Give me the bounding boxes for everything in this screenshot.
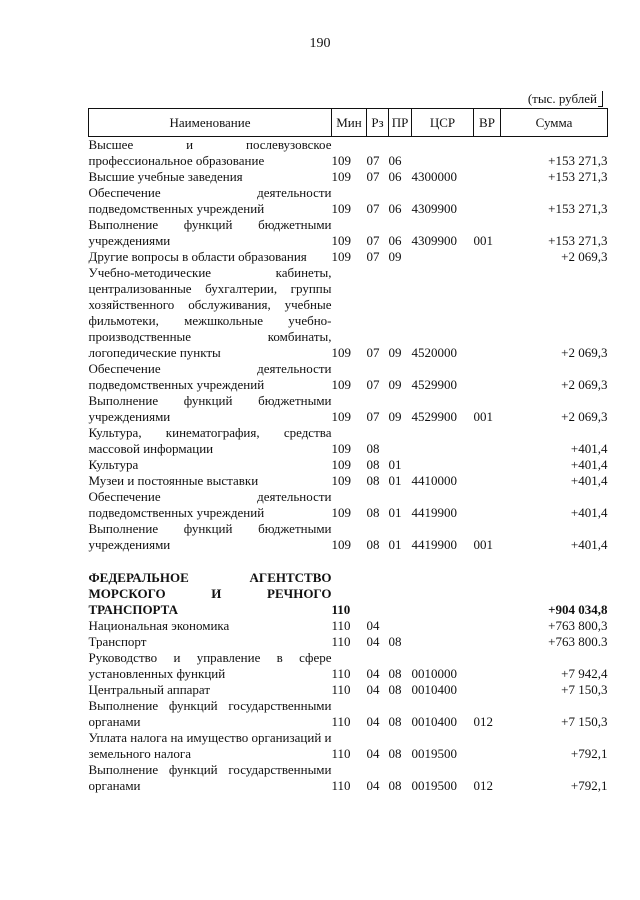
row-min: 109 bbox=[331, 441, 351, 456]
row-name: Транспорт bbox=[88, 634, 147, 649]
row-csr: 4529900 bbox=[411, 409, 457, 424]
row-name: Высшие учебные заведения bbox=[88, 169, 243, 184]
row-min: 109 bbox=[331, 473, 351, 488]
row-rz: 08 bbox=[366, 537, 380, 552]
row-sum: +763 800,3 bbox=[548, 618, 608, 633]
row-vr: 012 bbox=[473, 714, 493, 729]
row-name: ФЕДЕРАЛЬНОЕ АГЕНТСТВО МОРСКОГО И РЕЧНОГО ТРАНСПОРТА bbox=[88, 570, 332, 617]
row-min: 109 bbox=[331, 409, 351, 424]
row-pr: 01 bbox=[388, 537, 402, 552]
row-rz: 04 bbox=[366, 682, 380, 697]
row-csr: 4520000 bbox=[411, 345, 457, 360]
row-vr bbox=[474, 361, 501, 393]
row-vr bbox=[474, 457, 501, 473]
row-sum: +401,4 bbox=[570, 441, 608, 456]
row-pr bbox=[389, 618, 412, 634]
row-min: 109 bbox=[331, 505, 351, 520]
row-name: Музеи и постоянные выставки bbox=[88, 473, 259, 488]
row-pr bbox=[389, 570, 412, 618]
table-row bbox=[89, 489, 608, 521]
row-sum: +401,4 bbox=[570, 505, 608, 520]
row-csr bbox=[412, 570, 474, 618]
row-csr: 4309900 bbox=[411, 201, 457, 216]
row-pr: 01 bbox=[388, 505, 402, 520]
row-rz: 07 bbox=[366, 345, 380, 360]
units-text: (тыс. рублей bbox=[527, 91, 597, 106]
row-sum: +2 069,3 bbox=[561, 409, 608, 424]
section-spacer bbox=[89, 553, 608, 570]
header-csr: ЦСР bbox=[412, 109, 474, 137]
table-row bbox=[89, 682, 608, 698]
row-name: Выполнение функций государственными органами bbox=[88, 698, 332, 729]
row-pr: 09 bbox=[388, 345, 402, 360]
row-vr bbox=[474, 618, 501, 634]
row-min: 110 bbox=[331, 618, 351, 633]
header-name: Наименование bbox=[89, 109, 332, 137]
row-vr bbox=[474, 137, 501, 170]
row-name: Выполнение функций бюджетными учреждениями bbox=[88, 393, 332, 424]
row-vr bbox=[474, 249, 501, 265]
row-rz: 07 bbox=[366, 153, 380, 168]
row-min: 110 bbox=[331, 682, 351, 697]
row-vr bbox=[474, 682, 501, 698]
header-vr: ВР bbox=[474, 109, 501, 137]
row-pr: 01 bbox=[388, 473, 402, 488]
row-rz: 07 bbox=[366, 233, 380, 248]
row-rz: 04 bbox=[366, 618, 380, 633]
row-vr bbox=[474, 489, 501, 521]
table-row bbox=[89, 473, 608, 489]
row-vr bbox=[474, 730, 501, 762]
header-pr: ПР bbox=[389, 109, 412, 137]
row-min: 109 bbox=[331, 233, 351, 248]
row-rz: 08 bbox=[366, 505, 380, 520]
row-pr: 09 bbox=[388, 409, 402, 424]
row-rz: 04 bbox=[366, 778, 380, 793]
row-name: Центральный аппарат bbox=[88, 682, 211, 697]
row-min: 109 bbox=[331, 201, 351, 216]
bracket-mark bbox=[598, 91, 603, 107]
row-min: 110 bbox=[331, 778, 351, 793]
table-row bbox=[89, 618, 608, 634]
row-min: 110 bbox=[331, 634, 351, 649]
row-name: Культура bbox=[88, 457, 139, 472]
row-name: Национальная экономика bbox=[88, 618, 230, 633]
table-row bbox=[89, 634, 608, 650]
table-row bbox=[89, 698, 608, 730]
table-row bbox=[89, 217, 608, 249]
units-note bbox=[528, 91, 603, 107]
row-pr: 06 bbox=[388, 169, 402, 184]
row-rz: 08 bbox=[366, 441, 380, 456]
row-vr: 012 bbox=[473, 778, 493, 793]
row-name: Уплата налога на имущество организаций и земельного налога bbox=[88, 730, 332, 761]
table-row bbox=[89, 169, 608, 185]
table-row bbox=[89, 137, 608, 170]
row-csr: 0019500 bbox=[411, 778, 457, 793]
table-row bbox=[89, 265, 608, 361]
row-rz: 07 bbox=[366, 409, 380, 424]
row-pr: 08 bbox=[388, 666, 402, 681]
row-vr: 001 bbox=[473, 409, 493, 424]
row-name: Другие вопросы в области образования bbox=[88, 249, 307, 264]
row-csr: 0019500 bbox=[411, 746, 457, 761]
row-vr bbox=[474, 185, 501, 217]
row-csr: 0010400 bbox=[411, 682, 457, 697]
row-pr: 01 bbox=[388, 457, 402, 472]
table-row bbox=[89, 393, 608, 425]
row-vr bbox=[474, 265, 501, 361]
row-vr: 001 bbox=[473, 537, 493, 552]
row-csr: 4300000 bbox=[411, 169, 457, 184]
row-pr: 08 bbox=[388, 714, 402, 729]
row-csr bbox=[412, 137, 474, 170]
row-name: Выполнение функций бюджетными учреждениями bbox=[88, 521, 332, 552]
row-sum: +7 150,3 bbox=[561, 714, 608, 729]
row-min: 110 bbox=[331, 714, 351, 729]
row-pr: 09 bbox=[388, 249, 402, 264]
row-sum: +7 942,4 bbox=[561, 666, 608, 681]
row-min: 109 bbox=[331, 345, 351, 360]
header-min: Мин bbox=[332, 109, 367, 137]
table-row bbox=[89, 361, 608, 393]
row-min: 109 bbox=[331, 537, 351, 552]
row-csr: 0010400 bbox=[411, 714, 457, 729]
row-name: Выполнение функций государственными органами bbox=[88, 762, 332, 793]
row-csr: 4529900 bbox=[411, 377, 457, 392]
row-sum: +401,4 bbox=[570, 537, 608, 552]
row-sum: +153 271,3 bbox=[548, 201, 608, 216]
row-sum: +153 271,3 bbox=[548, 169, 608, 184]
row-name: Высшее и послевузовское профессиональное образование bbox=[88, 137, 332, 168]
row-vr bbox=[474, 473, 501, 489]
row-sum: +904 034,8 bbox=[548, 602, 608, 617]
row-name: Выполнение функций бюджетными учреждениями bbox=[88, 217, 332, 248]
row-min: 109 bbox=[331, 169, 351, 184]
row-rz: 07 bbox=[366, 249, 380, 264]
table-row bbox=[89, 185, 608, 217]
row-pr: 06 bbox=[388, 201, 402, 216]
row-min: 110 bbox=[331, 746, 351, 761]
row-min: 110 bbox=[331, 666, 351, 681]
row-sum: +401,4 bbox=[570, 473, 608, 488]
row-vr bbox=[474, 650, 501, 682]
table-header-row bbox=[89, 109, 608, 137]
row-csr bbox=[412, 425, 474, 457]
row-csr bbox=[412, 634, 474, 650]
row-pr: 06 bbox=[388, 233, 402, 248]
table-row bbox=[89, 457, 608, 473]
table-row bbox=[89, 730, 608, 762]
row-name: Руководство и управление в сфере установленных функций bbox=[88, 650, 332, 681]
row-sum: +153 271,3 bbox=[548, 233, 608, 248]
row-rz bbox=[367, 570, 389, 618]
row-min: 109 bbox=[331, 153, 351, 168]
row-rz: 04 bbox=[366, 746, 380, 761]
budget-table bbox=[88, 108, 608, 794]
row-min: 109 bbox=[331, 457, 351, 472]
row-rz: 07 bbox=[366, 169, 380, 184]
table-row bbox=[89, 762, 608, 794]
row-pr: 08 bbox=[388, 682, 402, 697]
table-row bbox=[89, 425, 608, 457]
row-sum: +792,1 bbox=[570, 746, 608, 761]
row-pr: 08 bbox=[388, 746, 402, 761]
row-sum: +2 069,3 bbox=[561, 345, 608, 360]
row-pr: 09 bbox=[388, 377, 402, 392]
row-name: Обеспечение деятельности подведомственных учреждений bbox=[88, 489, 332, 520]
row-sum: +763 800.3 bbox=[548, 634, 608, 649]
row-name: Обеспечение деятельности подведомственных учреждений bbox=[88, 185, 332, 216]
row-rz: 07 bbox=[366, 377, 380, 392]
row-csr: 4419900 bbox=[411, 537, 457, 552]
row-sum: +153 271,3 bbox=[548, 153, 608, 168]
table-row-agency bbox=[89, 570, 608, 618]
table-row bbox=[89, 249, 608, 265]
row-vr bbox=[474, 570, 501, 618]
row-vr: 001 bbox=[473, 233, 493, 248]
table-row bbox=[89, 650, 608, 682]
row-csr bbox=[412, 618, 474, 634]
row-sum: +2 069,3 bbox=[561, 249, 608, 264]
row-name: Обеспечение деятельности подведомственных учреждений bbox=[88, 361, 332, 392]
row-sum: +401,4 bbox=[570, 457, 608, 472]
row-csr: 4309900 bbox=[411, 233, 457, 248]
row-csr: 4410000 bbox=[411, 473, 457, 488]
row-rz: 07 bbox=[366, 201, 380, 216]
row-rz: 04 bbox=[366, 634, 380, 649]
row-pr: 08 bbox=[388, 634, 402, 649]
row-sum: +792,1 bbox=[570, 778, 608, 793]
row-vr bbox=[474, 425, 501, 457]
row-min: 110 bbox=[331, 602, 351, 617]
header-rz: Рз bbox=[367, 109, 389, 137]
row-pr: 08 bbox=[388, 778, 402, 793]
row-csr bbox=[412, 249, 474, 265]
row-sum: +7 150,3 bbox=[561, 682, 608, 697]
page-number: 190 bbox=[309, 36, 331, 51]
row-name: Культура, кинематография, средства массовой информации bbox=[88, 425, 332, 456]
row-sum: +2 069,3 bbox=[561, 377, 608, 392]
row-vr bbox=[474, 169, 501, 185]
row-pr: 06 bbox=[388, 153, 402, 168]
row-name: Учебно-методические кабинеты, централизованные бухгалтерии, группы хозяйственного обслуживания, учебные фильмотеки, межшкольные учебно-производственные комбинаты, логопедические пункты bbox=[88, 265, 332, 360]
row-rz: 04 bbox=[366, 714, 380, 729]
row-csr: 4419900 bbox=[411, 505, 457, 520]
row-min: 109 bbox=[331, 249, 351, 264]
row-vr bbox=[474, 634, 501, 650]
row-pr bbox=[389, 425, 412, 457]
row-csr bbox=[412, 457, 474, 473]
header-sum: Сумма bbox=[501, 109, 608, 137]
row-csr: 0010000 bbox=[411, 666, 457, 681]
row-min: 109 bbox=[331, 377, 351, 392]
row-rz: 08 bbox=[366, 457, 380, 472]
row-rz: 04 bbox=[366, 666, 380, 681]
row-rz: 08 bbox=[366, 473, 380, 488]
table-row bbox=[89, 521, 608, 553]
